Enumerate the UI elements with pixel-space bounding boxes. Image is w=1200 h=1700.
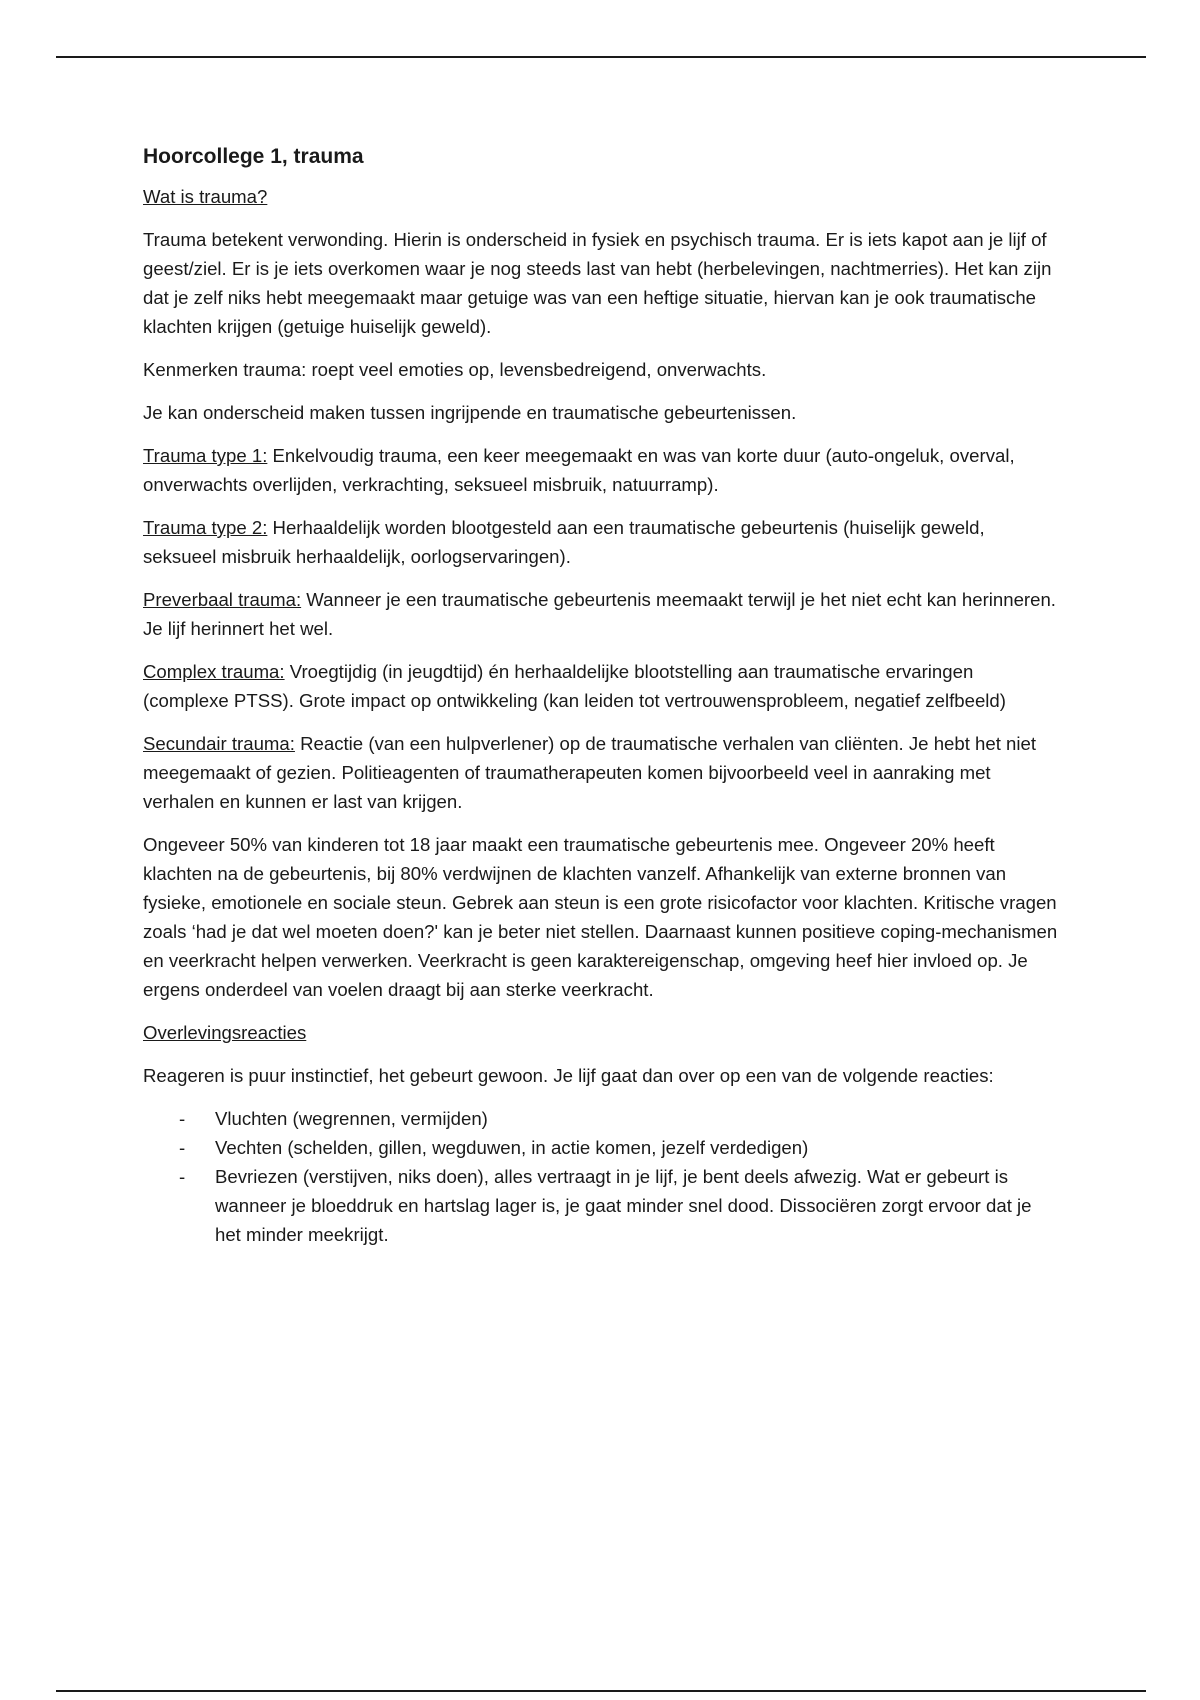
- paragraph-statistics: Ongeveer 50% van kinderen tot 18 jaar maakt een traumatische gebeurtenis mee. Ongeveer 20% heeft klachten na de gebeurtenis, bij 80% verdwijnen de klachten vanzelf. Afhankelijk van externe bronnen van fysieke, emotionele en sociale steun. Gebrek aan steun is een grote risicofactor voor klachten. Kritische vragen zoals ‘had je dat wel moeten doen?' kan je beter niet stellen. Daarnaast kunnen positieve coping-mechanismen en veerkracht helpen verwerken. Veerkracht is geen karaktereigenschap, omgeving heef hier invloed op. Je ergens onderdeel van voelen draagt bij aan sterke veerkracht.: [143, 834, 1058, 1000]
- list-item: [179, 1162, 1058, 1249]
- paragraph-kenmerken: Kenmerken trauma: roept veel emoties op, levensbedreigend, onverwachts.: [143, 359, 767, 380]
- list-item: [179, 1133, 1058, 1162]
- bullet-dash: -: [179, 1108, 186, 1129]
- paragraph-reacties-intro: Reageren is puur instinctief, het gebeurt gewoon. Je lijf gaat dan over op een van de volgende reacties:: [143, 1065, 994, 1086]
- paragraph-intro: Trauma betekent verwonding. Hierin is onderscheid in fysiek en psychisch trauma. Er is iets kapot aan je lijf of geest/ziel. Er is je iets overkomen waar je nog steeds last van hebt (herbelevingen, nachtmerries). Het kan zijn dat je zelf niks hebt meegemaakt maar getuige was van een heftige situatie, hiervan kan je ook traumatische klachten krijgen (getuige huiselijk geweld).: [143, 229, 1052, 337]
- paragraph-onderscheid: Je kan onderscheid maken tussen ingrijpende en traumatische gebeurtenissen.: [143, 402, 797, 423]
- footer-rule: [56, 1690, 1146, 1692]
- list-item-text: Bevriezen (verstijven, niks doen), alles vertraagt in je lijf, je bent deels afwezig. Wat er gebeurt is wanneer je bloeddruk en hartslag lager is, je gaat minder snel dood. Dissociëren zorgt ervoor dat je het minder meekrijgt.: [215, 1166, 1032, 1245]
- term-secundair-trauma: Secundair trauma:: [143, 733, 295, 754]
- reactions-list: [143, 1104, 1058, 1249]
- definition-trauma-type-1: Enkelvoudig trauma, een keer meegemaakt en was van korte duur (auto-ongeluk, overval, onverwachts overlijden, verkrachting, seksueel misbruik, natuurramp).: [143, 445, 1015, 495]
- term-trauma-type-2: Trauma type 2:: [143, 517, 268, 538]
- section-heading-wat-is-trauma: Wat is trauma?: [143, 186, 268, 207]
- definition-preverbaal-trauma: Wanneer je een traumatische gebeurtenis meemaakt terwijl je het niet echt kan herinneren. Je lijf herinnert het wel.: [143, 589, 1056, 639]
- term-trauma-type-1: Trauma type 1:: [143, 445, 268, 466]
- definition-complex-trauma: Vroegtijdig (in jeugdtijd) én herhaaldelijke blootstelling aan traumatische ervaringen (complexe PTSS). Grote impact op ontwikkeling (kan leiden tot vertrouwensprobleem, negatief zelfbeeld): [143, 661, 1006, 711]
- bullet-dash: -: [179, 1137, 186, 1158]
- header-rule: [56, 56, 1146, 58]
- list-item-text: Vluchten (wegrennen, vermijden): [215, 1108, 488, 1129]
- term-complex-trauma: Complex trauma:: [143, 661, 285, 682]
- paragraph-trauma-type-2: [143, 513, 1058, 571]
- term-preverbaal-trauma: Preverbaal trauma:: [143, 589, 302, 610]
- paragraph-complex-trauma: [143, 657, 1058, 715]
- document-body: [143, 142, 1058, 1249]
- document-title: Hoorcollege 1, trauma: [143, 145, 364, 168]
- paragraph-trauma-type-1: [143, 441, 1058, 499]
- bullet-dash: -: [179, 1166, 186, 1187]
- definition-trauma-type-2: Herhaaldelijk worden blootgesteld aan een traumatische gebeurtenis (huiselijk geweld, seksueel misbruik herhaaldelijk, oorlogservaringen).: [143, 517, 985, 567]
- paragraph-secundair-trauma: [143, 729, 1058, 816]
- paragraph-preverbaal-trauma: [143, 585, 1058, 643]
- section-heading-overlevingsreacties: Overlevingsreacties: [143, 1022, 307, 1043]
- list-item-text: Vechten (schelden, gillen, wegduwen, in actie komen, jezelf verdedigen): [215, 1137, 809, 1158]
- definition-secundair-trauma: Reactie (van een hulpverlener) op de traumatische verhalen van cliënten. Je hebt het niet meegemaakt of gezien. Politieagenten of traumatherapeuten komen bijvoorbeeld veel in aanraking met verhalen en kunnen er last van krijgen.: [143, 733, 1037, 812]
- list-item: [179, 1104, 1058, 1133]
